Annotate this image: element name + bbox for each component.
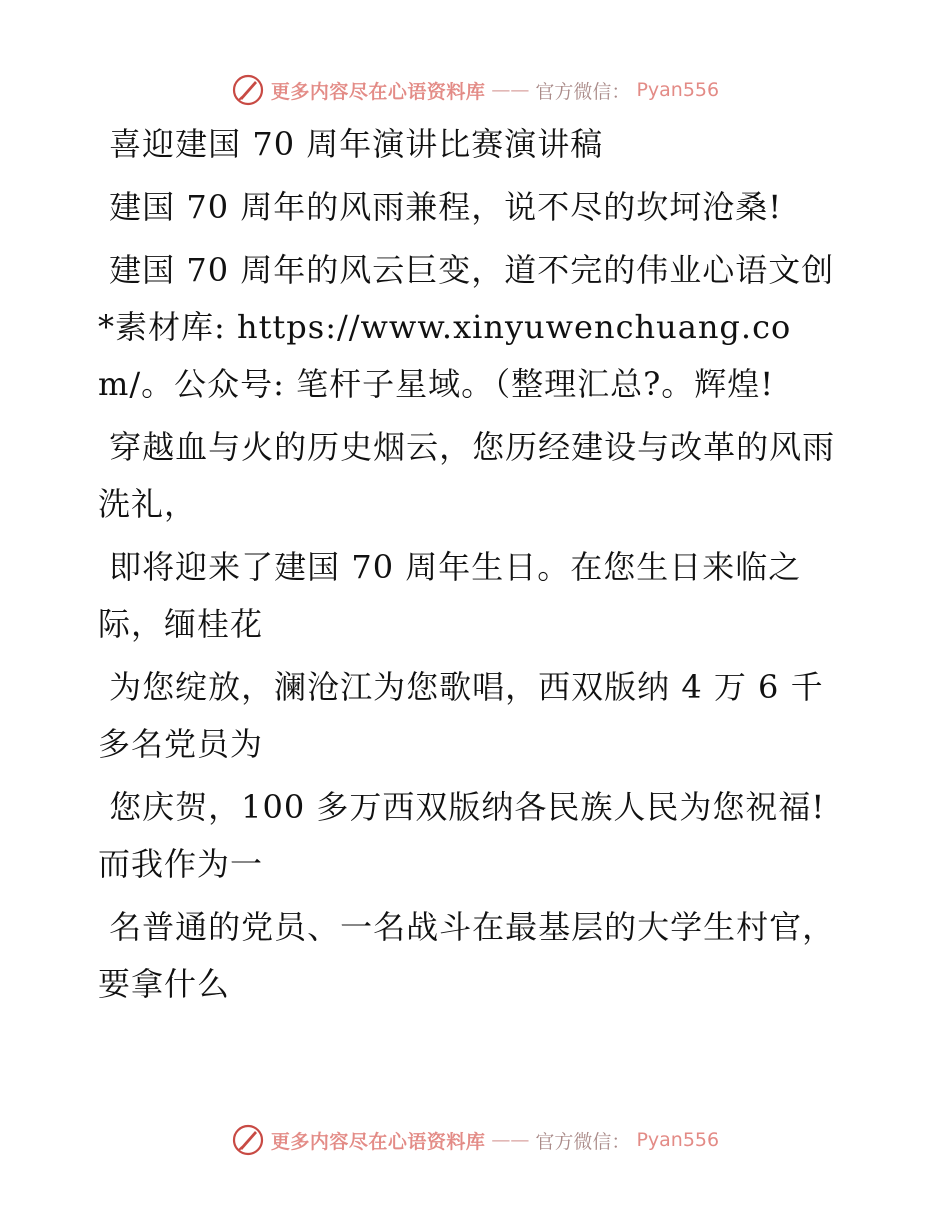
paragraph: 建国 70 周年的风云巨变，道不完的伟业心语文创*素材库: https://www.xinyuwenchuang.com/。公众号: 笔杆子星域。（整理汇总?。辉煌! bbox=[98, 251, 835, 403]
paragraph: 穿越血与火的历史烟云，您历经建设与改革的风雨洗礼， bbox=[98, 428, 836, 523]
footer-banner bbox=[0, 1120, 950, 1160]
document-title: 喜迎建国 70 周年演讲比赛演讲稿 bbox=[98, 125, 604, 163]
banner-wechat-label: 官方微信： bbox=[535, 1130, 631, 1153]
banner-text: 更多内容尽在心语资料库 bbox=[270, 1130, 486, 1153]
banner-text: 更多内容尽在心语资料库 bbox=[270, 80, 486, 103]
paragraph: 为您绽放，澜沧江为您歌唱，西双版纳 4 万 6 千多名党员为 bbox=[98, 668, 824, 763]
paragraph: 即将迎来了建国 70 周年生日。在您生日来临之际，缅桂花 bbox=[98, 548, 802, 643]
banner-separator: —— bbox=[491, 79, 530, 101]
paragraph: 建国 70 周年的风雨兼程，说不尽的坎坷沧桑! bbox=[98, 188, 783, 226]
banner-separator: —— bbox=[491, 1129, 530, 1151]
document-body bbox=[98, 116, 848, 1019]
paragraph: 您庆贺，100 多万西双版纳各民族人民为您祝福! 而我作为一 bbox=[98, 788, 837, 883]
paragraph: 名普通的党员、一名战斗在最基层的大学生村官，要拿什么 bbox=[98, 908, 836, 1003]
quill-logo-icon bbox=[231, 1123, 265, 1157]
banner-wechat-label: 官方微信： bbox=[535, 80, 631, 103]
banner-handle: Pyan556 bbox=[636, 79, 720, 101]
quill-logo-icon bbox=[231, 73, 265, 107]
header-banner bbox=[0, 70, 950, 110]
banner-handle: Pyan556 bbox=[636, 1129, 720, 1151]
